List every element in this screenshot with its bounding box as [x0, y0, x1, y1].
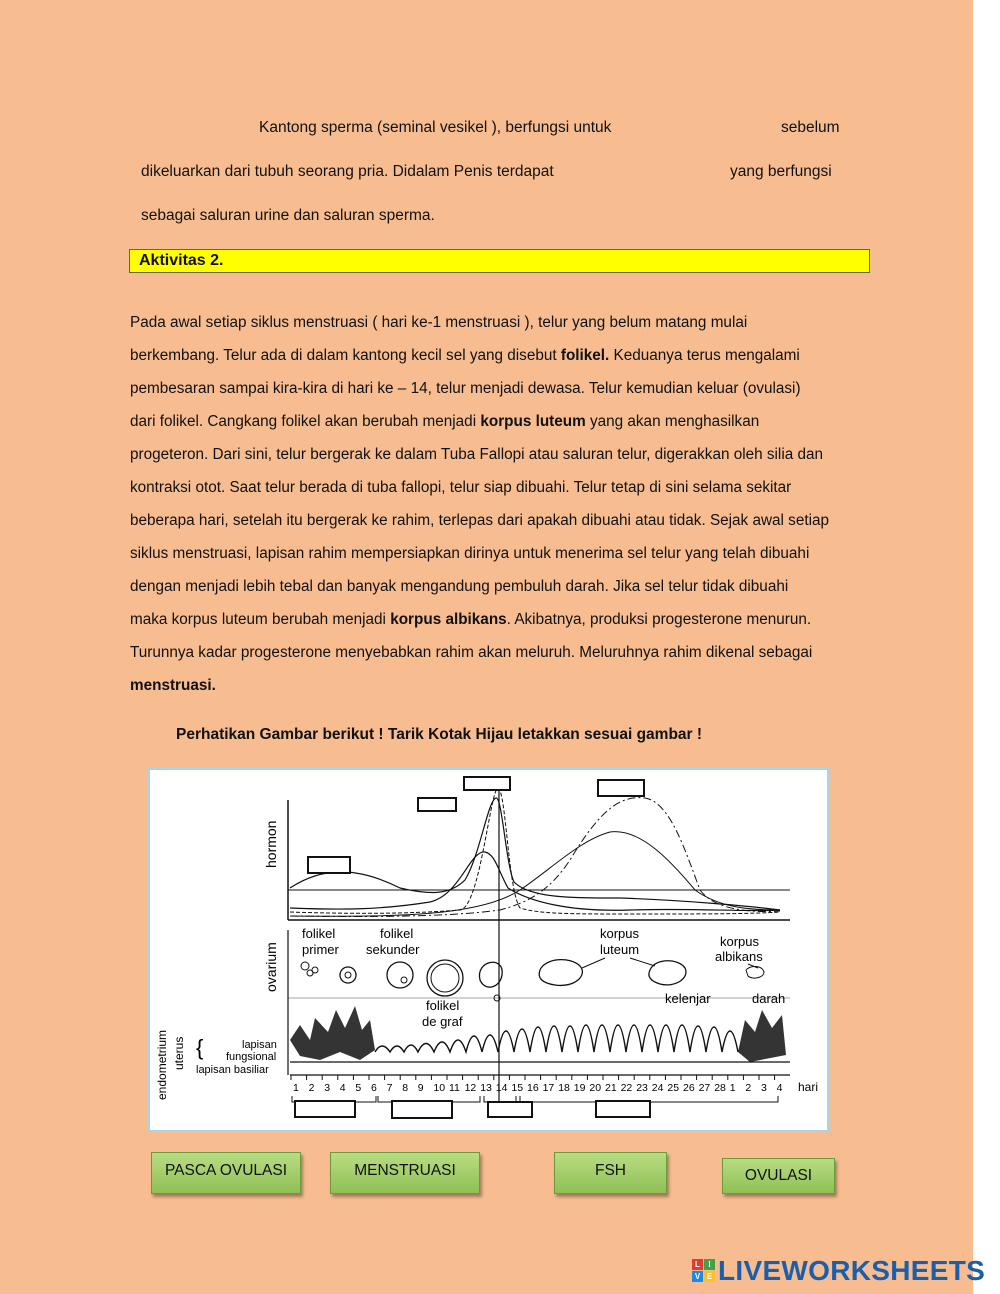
logo-cubes-icon: L I V E [692, 1259, 716, 1283]
day-label: 5 [355, 1082, 362, 1094]
label-folikel-primer: folikel [302, 926, 336, 941]
intro-line-1b: sebelum [781, 119, 840, 136]
svg-text:fungsional: fungsional [226, 1051, 277, 1063]
paragraph-line: maka korpus luteum berubah menjadi korpus albikans. Akibatnya, produksi progesterone menurun. [130, 611, 812, 628]
axis-uterus: uterus [172, 1036, 186, 1070]
label-kelenjar: kelenjar [665, 991, 711, 1006]
day-label: 16 [527, 1082, 539, 1094]
intro-line-1a: Kantong sperma (seminal vesikel ), berfungsi untuk [259, 119, 612, 136]
paragraph-line: kontraksi otot. Saat telur berada di tuba fallopi, telur siap dibuahi. Telur tetap di sini selama sekitar [130, 479, 792, 496]
drop-target-hormone-3[interactable] [463, 776, 511, 791]
drop-target-phase-3[interactable] [487, 1101, 533, 1118]
day-label: 9 [417, 1082, 424, 1094]
day-label: 2 [308, 1082, 315, 1094]
axis-hormon: hormon [263, 820, 279, 868]
day-label: 21 [605, 1082, 617, 1094]
day-label: 27 [698, 1082, 711, 1094]
drag-box-ovulasi[interactable]: OVULASI [722, 1158, 835, 1194]
paragraph-line: beberapa hari, setelah itu bergerak ke rahim, terlepas dari apakah dibuahi atau tidak. Sejak awal setiap [130, 512, 829, 529]
paragraph-line: dari folikel. Cangkang folikel akan berubah menjadi korpus luteum yang akan menghasilkan [130, 413, 760, 430]
svg-text:luteum: luteum [600, 942, 640, 957]
day-label: 3 [761, 1082, 767, 1094]
day-label: 1 [293, 1082, 299, 1094]
menstrual-cycle-figure [148, 768, 829, 1132]
day-label: 28 [714, 1082, 726, 1094]
label-darah: darah [752, 991, 786, 1006]
day-label: 17 [542, 1082, 555, 1094]
day-label: 25 [667, 1082, 680, 1094]
label-lapisan-basiliar: lapisan basiliar [196, 1064, 269, 1076]
axis-endometrium: endometrium [155, 1029, 169, 1100]
label-korpus-albikans: korpus [720, 934, 760, 949]
label-folikel-sekunder: folikel [380, 926, 414, 941]
paragraph-line: siklus menstruasi, lapisan rahim mempersiapkan dirinya untuk menerima sel telur yang telah dibuahi [130, 545, 810, 562]
paragraph-line: dengan menjadi lebih tebal dan banyak mengandung pembuluh darah. Jika sel telur tidak dibuahi [130, 578, 789, 595]
paragraph-line: progeteron. Dari sini, telur bergerak ke dalam Tuba Fallopi atau saluran telur, digerakkan oleh silia dan [130, 446, 824, 463]
day-label: 24 [651, 1082, 664, 1094]
day-label: 23 [636, 1082, 648, 1094]
day-label: 4 [339, 1082, 346, 1094]
drag-box-menstruasi[interactable]: MENSTRUASI [330, 1152, 480, 1194]
paragraph-line: berkembang. Telur ada di dalam kantong kecil sel yang disebut folikel. Keduanya terus mengalami [130, 347, 800, 364]
drop-target-phase-4[interactable] [595, 1100, 651, 1118]
answer-blank-2[interactable] [588, 161, 723, 183]
day-label: 20 [589, 1082, 602, 1094]
paragraph-line: menstruasi. [130, 677, 216, 694]
day-label: 13 [480, 1082, 492, 1094]
svg-text:sekunder: sekunder [366, 942, 420, 957]
paragraph-line: Turunnya kadar progesterone menyebabkan rahim akan meluruh. Meluruhnya rahim dikenal sebagai [130, 644, 813, 661]
cycle-diagram [150, 770, 827, 1130]
day-label: 10 [433, 1082, 446, 1094]
day-label: 18 [558, 1082, 570, 1094]
activity-title: Aktivitas 2. [139, 252, 224, 269]
day-label: 26 [683, 1082, 695, 1094]
drop-target-phase-2[interactable] [391, 1100, 453, 1119]
drop-target-phase-1[interactable] [294, 1100, 356, 1118]
day-label: 1 [729, 1082, 736, 1094]
intro-line-2a: dikeluarkan dari tubuh seorang pria. Didalam Penis terdapat [141, 163, 554, 180]
label-lapisan-fungsional: lapisan [242, 1039, 277, 1051]
instruction-text: Perhatikan Gambar berikut ! Tarik Kotak Hijau letakkan sesuai gambar ! [176, 726, 703, 743]
day-label: 15 [511, 1082, 524, 1094]
answer-blank-1[interactable] [640, 117, 770, 139]
day-label: 4 [776, 1082, 783, 1094]
intro-line-3: sebagai saluran urine dan saluran sperma. [141, 207, 435, 224]
drop-target-hormone-1[interactable] [307, 856, 351, 874]
day-label: 3 [324, 1082, 331, 1094]
intro-line-2b: yang berfungsi [730, 163, 832, 180]
activity-header [129, 249, 870, 273]
paragraph-line: Pada awal setiap siklus menstruasi ( hari ke-1 menstruasi ), telur yang belum matang mulai [130, 314, 748, 331]
logo-text: LIVEWORKSHEETS [718, 1255, 986, 1286]
paragraph-line: pembesaran sampai kira-kira di hari ke – 14, telur menjadi dewasa. Telur kemudian keluar (ovulasi) [130, 380, 801, 397]
day-label: 7 [386, 1082, 393, 1094]
day-label: 6 [371, 1082, 377, 1094]
svg-text:primer: primer [302, 942, 339, 957]
day-label: 22 [620, 1082, 633, 1094]
day-label: 12 [464, 1082, 477, 1094]
axis-ovarium: ovarium [263, 942, 279, 992]
svg-text:albikans: albikans [715, 949, 763, 964]
label-folikel-degraf: folikel [426, 998, 460, 1013]
day-label: 11 [449, 1082, 460, 1094]
day-label: 8 [402, 1082, 409, 1094]
day-label: 14 [495, 1082, 508, 1094]
drag-box-fsh[interactable]: FSH [554, 1152, 667, 1194]
day-label: 19 [573, 1082, 586, 1094]
drop-target-hormone-2[interactable] [417, 797, 457, 812]
drag-box-pasca-ovulasi[interactable]: PASCA OVULASI [151, 1152, 301, 1194]
label-korpus-luteum: korpus [600, 926, 640, 941]
label-hari: hari [798, 1080, 819, 1094]
body-paragraph [130, 312, 890, 708]
drop-target-hormone-4[interactable] [597, 779, 645, 797]
day-axis [291, 1075, 783, 1094]
brace: { [196, 1035, 204, 1060]
svg-text:de graf: de graf [422, 1014, 463, 1029]
day-label: 2 [745, 1082, 752, 1094]
